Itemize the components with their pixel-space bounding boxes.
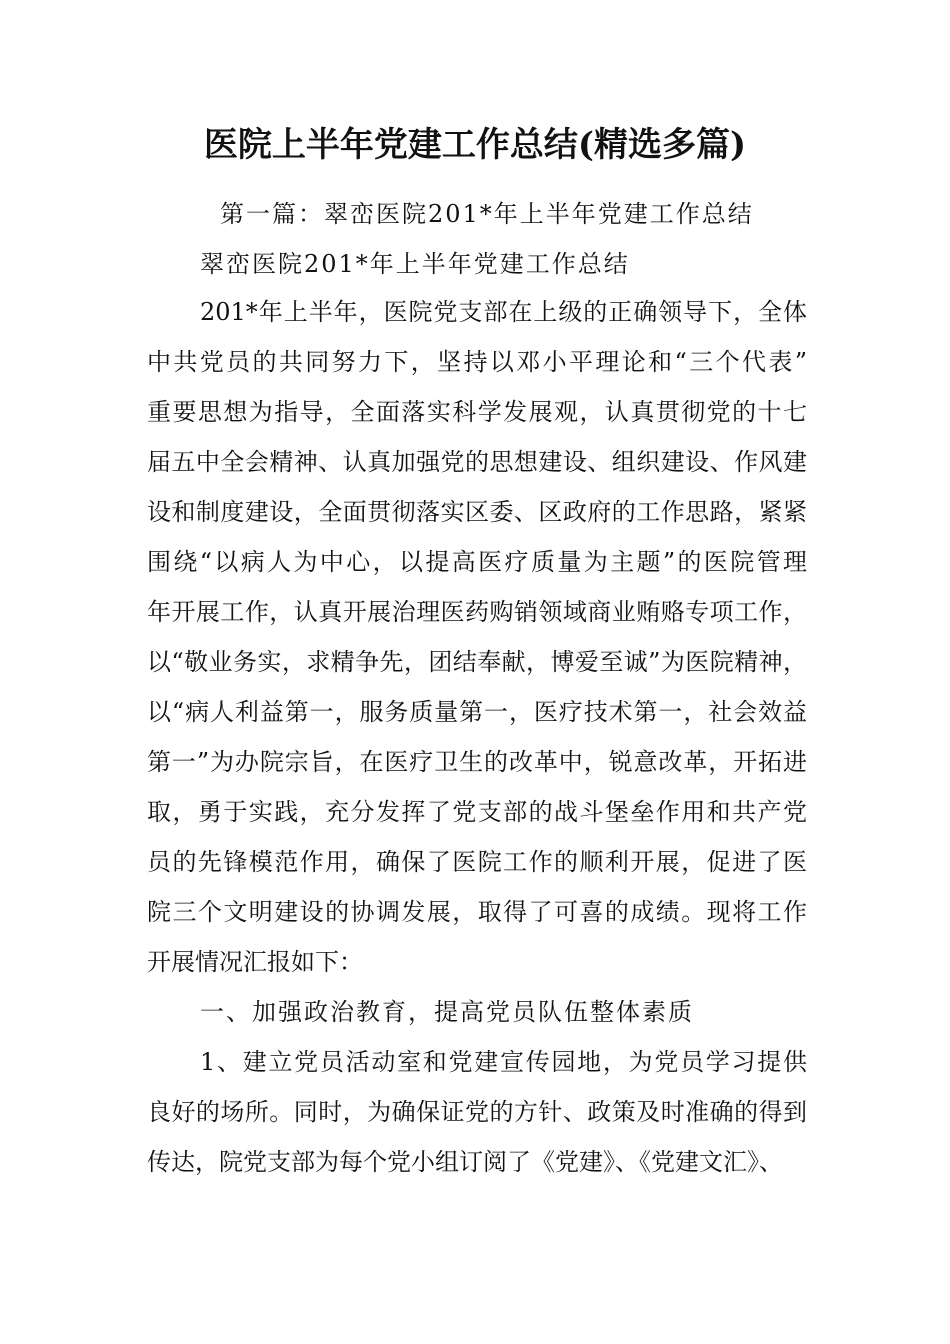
paragraph-1-line: 以“病人利益第一，服务质量第一，医疗技术第一，社会效益 xyxy=(147,698,807,726)
paragraph-1-line: 围绕“以病人为中心，以提高医疗质量为主题”的医院管理 xyxy=(147,548,807,576)
paragraph-1-line: 重要思想为指导，全面落实科学发展观，认真贯彻党的十七 xyxy=(147,398,807,426)
paragraph-1-line: 年开展工作，认真开展治理医药购销领域商业贿赂专项工作， xyxy=(147,598,807,626)
paragraph-1-line: 以“敬业务实，求精争先，团结奉献，博爱至诚”为医院精神， xyxy=(147,648,807,676)
paragraph-1-line: 设和制度建设，全面贯彻落实区委、区政府的工作思路，紧紧 xyxy=(147,498,807,526)
paragraph-1-line: 院三个文明建设的协调发展，取得了可喜的成绩。现将工作 xyxy=(147,898,807,926)
paragraph-1-line: 届五中全会精神、认真加强党的思想建设、组织建设、作风建 xyxy=(147,448,807,476)
paragraph-2-line: 1、建立党员活动室和党建宣传园地，为党员学习提供 xyxy=(200,1048,807,1076)
paragraph-1-line: 开展情况汇报如下： xyxy=(147,948,363,976)
sub-heading: 翠峦医院201*年上半年党建工作总结 xyxy=(200,250,630,278)
paragraph-1-line: 第一”为办院宗旨，在医疗卫生的改革中，锐意改革，开拓进 xyxy=(147,748,807,776)
paragraph-1-line: 中共党员的共同努力下，坚持以邓小平理论和“三个代表” xyxy=(147,348,807,376)
paragraph-2-line: 传达，院党支部为每个党小组订阅了《党建》、《党建文汇》、 xyxy=(147,1148,783,1176)
chapter-heading: 第一篇：翠峦医院201*年上半年党建工作总结 xyxy=(220,200,754,228)
paragraph-1-line: 201*年上半年，医院党支部在上级的正确领导下，全体 xyxy=(200,298,807,326)
paragraph-2-line: 良好的场所。同时，为确保证党的方针、政策及时准确的得到 xyxy=(147,1098,807,1126)
section-1-heading: 一、加强政治教育，提高党员队伍整体素质 xyxy=(200,998,694,1026)
paragraph-1-line: 员的先锋模范作用，确保了医院工作的顺利开展，促进了医 xyxy=(147,848,807,876)
paragraph-1-line: 取，勇于实践，充分发挥了党支部的战斗堡垒作用和共产党 xyxy=(147,798,807,826)
document-title: 医院上半年党建工作总结(精选多篇) xyxy=(203,125,747,165)
